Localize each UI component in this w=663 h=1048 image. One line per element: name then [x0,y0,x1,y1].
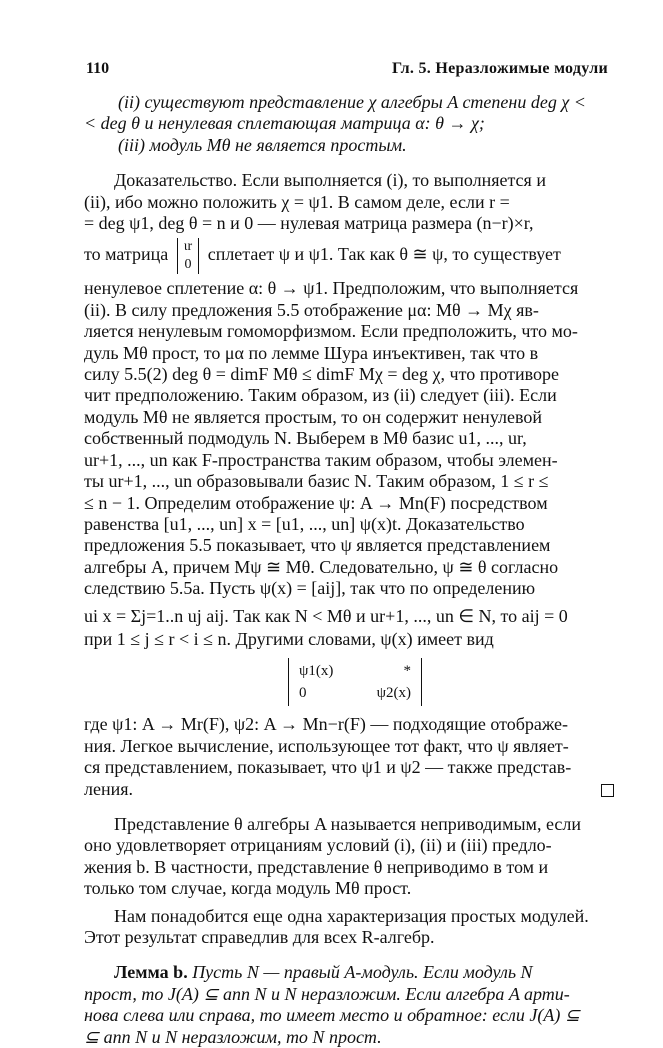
proof-line: ся представлением, показывает, что ψ1 и ψ2 — также представ- [84,757,572,778]
paragraph-line: Этот результат справедлив для всех R-алгебр. [84,927,435,947]
proof-line: ляется ненулевым гомоморфизмом. Если предположить, что мо- [84,321,578,342]
lemma-title: Лемма b. [114,962,188,983]
lemma-text: Пусть N — правый A-модуль. Если модуль N [192,962,533,983]
matrix-bottom: 0 [184,257,192,273]
proof-line: (ii). В силу предложения 5.5 отображение μα: Mθ → Mχ яв- [84,299,539,320]
characterization-paragraph [84,906,614,949]
proof-paragraph [84,170,614,800]
matrix-cell: ψ2(x) [376,685,411,702]
proof-line-with-matrix [84,238,614,274]
paragraph-line: Представление θ алгебры A называется неприводимым, если [114,813,581,834]
page-number: 110 [86,60,110,77]
paragraph-line: только том случае, когда модуль Mθ прост. [84,878,412,899]
proof-line: чит предположению. Таким образом, из (ii) следует (iii). Если [84,385,557,406]
paragraph-line: оно удовлетворяет отрицаниям условий (i), (ii) и (iii) предло- [84,835,552,856]
matrix-cell: 0 [299,685,307,702]
proof-line: дуль Mθ прост, то μα по лемме Шура инъективен, так что в [84,342,539,363]
paragraph-line: Нам понадобится еще одна характеризация простых модулей. [114,905,589,926]
proof-line: ur+1, ..., un как F-пространства таким образом, чтобы элемен- [84,449,558,470]
proof-line: собственный подмодуль N. Выберем в Mθ базис u1, ..., ur, [84,428,527,449]
spacer [84,156,614,170]
lemma-line: ⊆ ann N и N неразложим, то N прост. [84,1026,382,1047]
lemma-b [84,962,614,1048]
proof-line: ния. Легкое вычисление, использующее тот факт, что ψ являет- [84,735,569,756]
chapter-title: Гл. 5. Неразложимые модули [391,60,608,77]
matrix-top: ιr [183,239,193,255]
matrix-row [299,660,411,682]
condition-iii: (iii) модуль Mθ не является простым. [118,134,407,155]
matrix-cell: ψ1(x) [299,663,334,680]
proof-text: ления. [84,778,134,799]
proof-line: ненулевое сплетение α: θ → ψ1. Предположим, что выполняется [84,278,579,299]
proof-line: модуль Mθ не является простым, то он содержит ненулевой [84,406,543,427]
proof-line: ui x = Σj=1..n uj aij. Так как N < Mθ и ur+1, ..., un ∈ N, то aij = 0 [84,605,568,626]
proof-line: Доказательство. Если выполняется (i), то выполняется и [114,170,546,191]
definition-paragraph [84,814,614,900]
proof-line: предложения 5.5 показывает, что ψ является представлением [84,535,551,556]
condition-ii-line1: (ii) существуют представление χ алгебры A степени deg χ < [118,92,586,112]
lemma-line: нова слева или справа, то имеет место и обратное: если J(A) ⊆ [84,1005,580,1026]
proof-line: силу 5.5(2) deg θ = dimF Mθ ≤ dimF Mχ = deg χ, что противоре [84,364,559,385]
running-header [86,60,608,82]
proof-text: то матрица [84,244,169,265]
proof-line: равенства [u1, ..., un] x = [u1, ..., un] ψ(x)t. Доказательство [84,513,525,534]
proof-line-end [84,779,614,800]
lemma-line [84,962,614,983]
proof-line: следствию 5.5a. Пусть ψ(x) = [aij], так что по определению [84,578,536,599]
proof-line: при 1 ≤ j ≤ r < i ≤ n. Другими словами, ψ(x) имеет вид [84,628,494,649]
page-body [84,92,614,1048]
proof-line: = deg ψ1, deg θ = n и 0 — нулевая матрица размера (n−r)×r, [84,213,534,234]
lemma-line: прост, то J(A) ⊆ ann N и N неразложим. Если алгебра A арти- [84,983,570,1004]
block-matrix [177,238,199,274]
proof-line: алгебры A, причем Mψ ≅ Mθ. Следовательно, ψ ≅ θ согласно [84,556,559,577]
proof-line: ≤ n − 1. Определим отображение ψ: A → Mn(F) посредством [84,492,548,513]
matrix-cell: * [403,663,411,680]
qed-box-icon [601,784,614,797]
paragraph-line: жения b. В частности, представление θ неприводимо в том и [84,856,549,877]
proof-text: сплетает ψ и ψ1. Так как θ ≅ ψ, то существует [207,244,561,265]
condition-ii-line2: < deg θ и ненулевая сплетающая матрица α: θ → χ; [84,113,485,134]
proof-line: где ψ1: A → Mr(F), ψ2: A → Mn−r(F) — подходящие отображе- [84,714,569,735]
triangular-matrix [288,658,422,706]
spacer [84,800,614,814]
matrix-row [299,682,411,704]
proof-line: ты ur+1, ..., un образовывали базис N. Таким образом, 1 ≤ r ≤ [84,471,549,492]
proof-line: (ii), ибо можно положить χ = ψ1. В самом деле, если r = [84,191,510,212]
